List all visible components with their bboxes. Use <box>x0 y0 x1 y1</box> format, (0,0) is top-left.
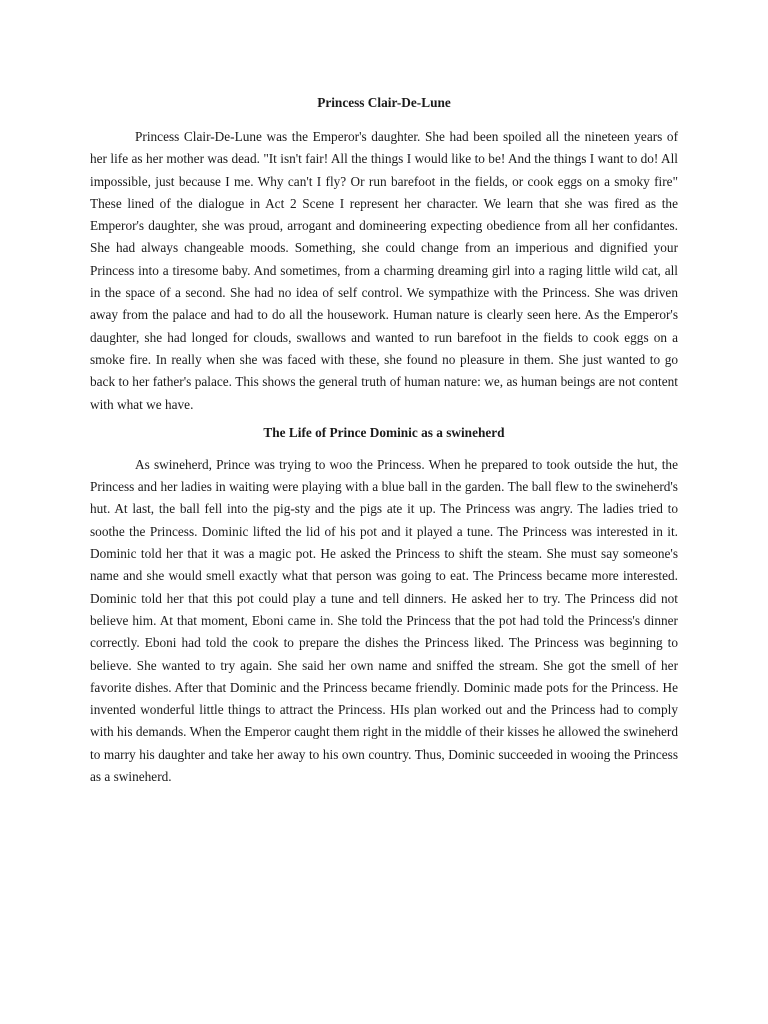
section-paragraph: Princess Clair-De-Lune was the Emperor's daughter. She had been spoiled all the nineteen years of her life as her mother was dead. "It isn't fair! All the things I would like to be! And the things I want to do! All impossible, just because I me. Why can't I fly? Or run barefoot in the fields, or cook eggs on a smoky fire" These lined of the dialogue in Act 2 Scene I represent her character. We learn that she was fired as the Emperor's daughter, she was proud, arrogant and domineering expecting obedience from all her confidantes. She had always changeable moods. Something, she could change from an imperious and dignified your Princess into a tiresome baby. And sometimes, from a charming dreaming girl into a raging little wild cat, all in the space of a second. She had no idea of self control. We sympathize with the Princess. She was driven away from the palace and had to do all the housework. Human nature is clearly seen here. As the Emperor's daughter, she had longed for clouds, swallows and wanted to run barefoot in the fields to cook eggs on a smoke fire. In really when she was faced with these, she found no pleasure in them. She just wanted to go back to her father's palace. This shows the general truth of human nature: we, as human beings are not content with what we have. <box>90 129 678 412</box>
section-princess-clair-de-lune <box>90 92 678 416</box>
section-paragraph: As swineherd, Prince was trying to woo the Princess. When he prepared to took outside the hut, the Princess and her ladies in waiting were playing with a blue ball in the garden. The ball flew to the swineherd's hut. At last, the ball fell into the pig-sty and the pigs ate it up. The Princess was angry. The ladies tried to soothe the Princess. Dominic lifted the lid of his pot and it played a tune. The Princess was interested in it. Dominic told her that it was a magic pot. He asked the Princess to shift the steam. She must say someone's name and she would smell exactly what that person was going to eat. The Princess became more interested. Dominic told her that this pot could play a tune and tell dinners. He asked her to try. The Princess did not believe him. At that moment, Eboni came in. She told the Princess that the pot had told the Princess's dinner correctly. Eboni had told the cook to prepare the dishes the Princess liked. The Princess was beginning to believe. She wanted to try again. She said her own name and sniffed the stream. She got the smell of her favorite dishes. After that Dominic and the Princess became friendly. Dominic made pots for the Princess. He invented wonderful little things to attract the Princess. HIs plan worked out and the Princess had to comply with his demands. When the Emperor caught them right in the middle of their kisses he allowed the swineherd to marry his daughter and take her away to his own country. Thus, Dominic succeeded in wooing the Princess as a swineherd. <box>90 456 678 785</box>
section-title: Princess Clair-De-Lune <box>317 95 451 110</box>
section-prince-dominic <box>90 422 678 788</box>
section-title: The Life of Prince Dominic as a swineherd <box>263 424 505 440</box>
